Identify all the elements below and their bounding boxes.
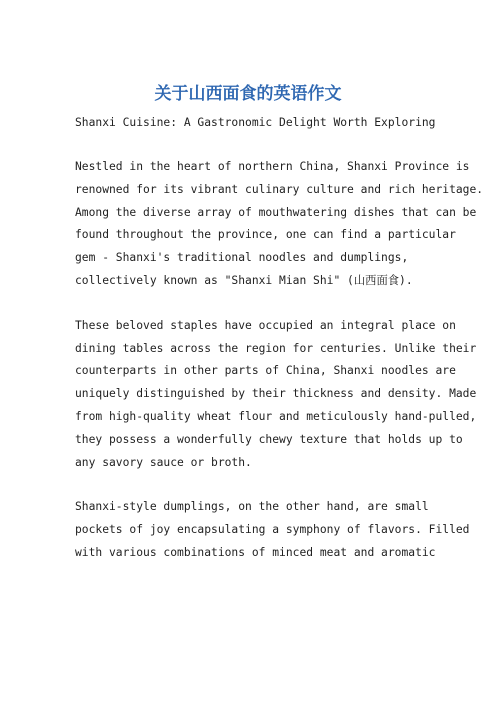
paragraph-line: These beloved staples have occupied an integral place on	[75, 318, 456, 332]
document-subtitle: Shanxi Cuisine: A Gastronomic Delight Worth Exploring	[75, 116, 436, 129]
paragraph-line: collectively known as "Shanxi Mian Shi" (山西面食).	[75, 273, 413, 287]
paragraph-line: Shanxi-style dumplings, on the other hand, are small	[75, 500, 429, 514]
paragraph-2	[75, 315, 477, 475]
paragraph-line: Nestled in the heart of northern China, Shanxi Province is	[75, 160, 470, 173]
paragraph-line: they possess a wonderfully chewy texture that holds up to	[75, 432, 463, 446]
paragraph-line: Among the diverse array of mouthwatering dishes that can be	[75, 205, 477, 219]
paragraph-line: dining tables across the region for centuries. Unlike their	[75, 341, 477, 355]
paragraph-line: from high-quality wheat flour and meticulously hand-pulled,	[75, 409, 477, 423]
paragraph-line: pockets of joy encapsulating a symphony of flavors. Filled	[75, 523, 470, 537]
document-body	[75, 112, 484, 565]
paragraph-line: counterparts in other parts of China, Shanxi noodles are	[75, 364, 456, 378]
paragraph-line: found throughout the province, one can find a particular	[75, 228, 456, 242]
document-title: 关于山西面食的英语作文	[154, 84, 342, 104]
paragraph-line: any savory sauce or broth.	[75, 455, 252, 469]
paragraph-1	[75, 156, 484, 293]
paragraph-line: with various combinations of minced meat and aromatic	[75, 545, 436, 559]
paragraph-line: renowned for its vibrant culinary culture and rich heritage.	[75, 182, 484, 196]
paragraph-line: uniquely distinguished by their thickness and density. Made	[75, 387, 477, 401]
paragraph-line: gem - Shanxi's traditional noodles and dumplings,	[75, 251, 409, 265]
paragraph-3	[75, 496, 470, 564]
